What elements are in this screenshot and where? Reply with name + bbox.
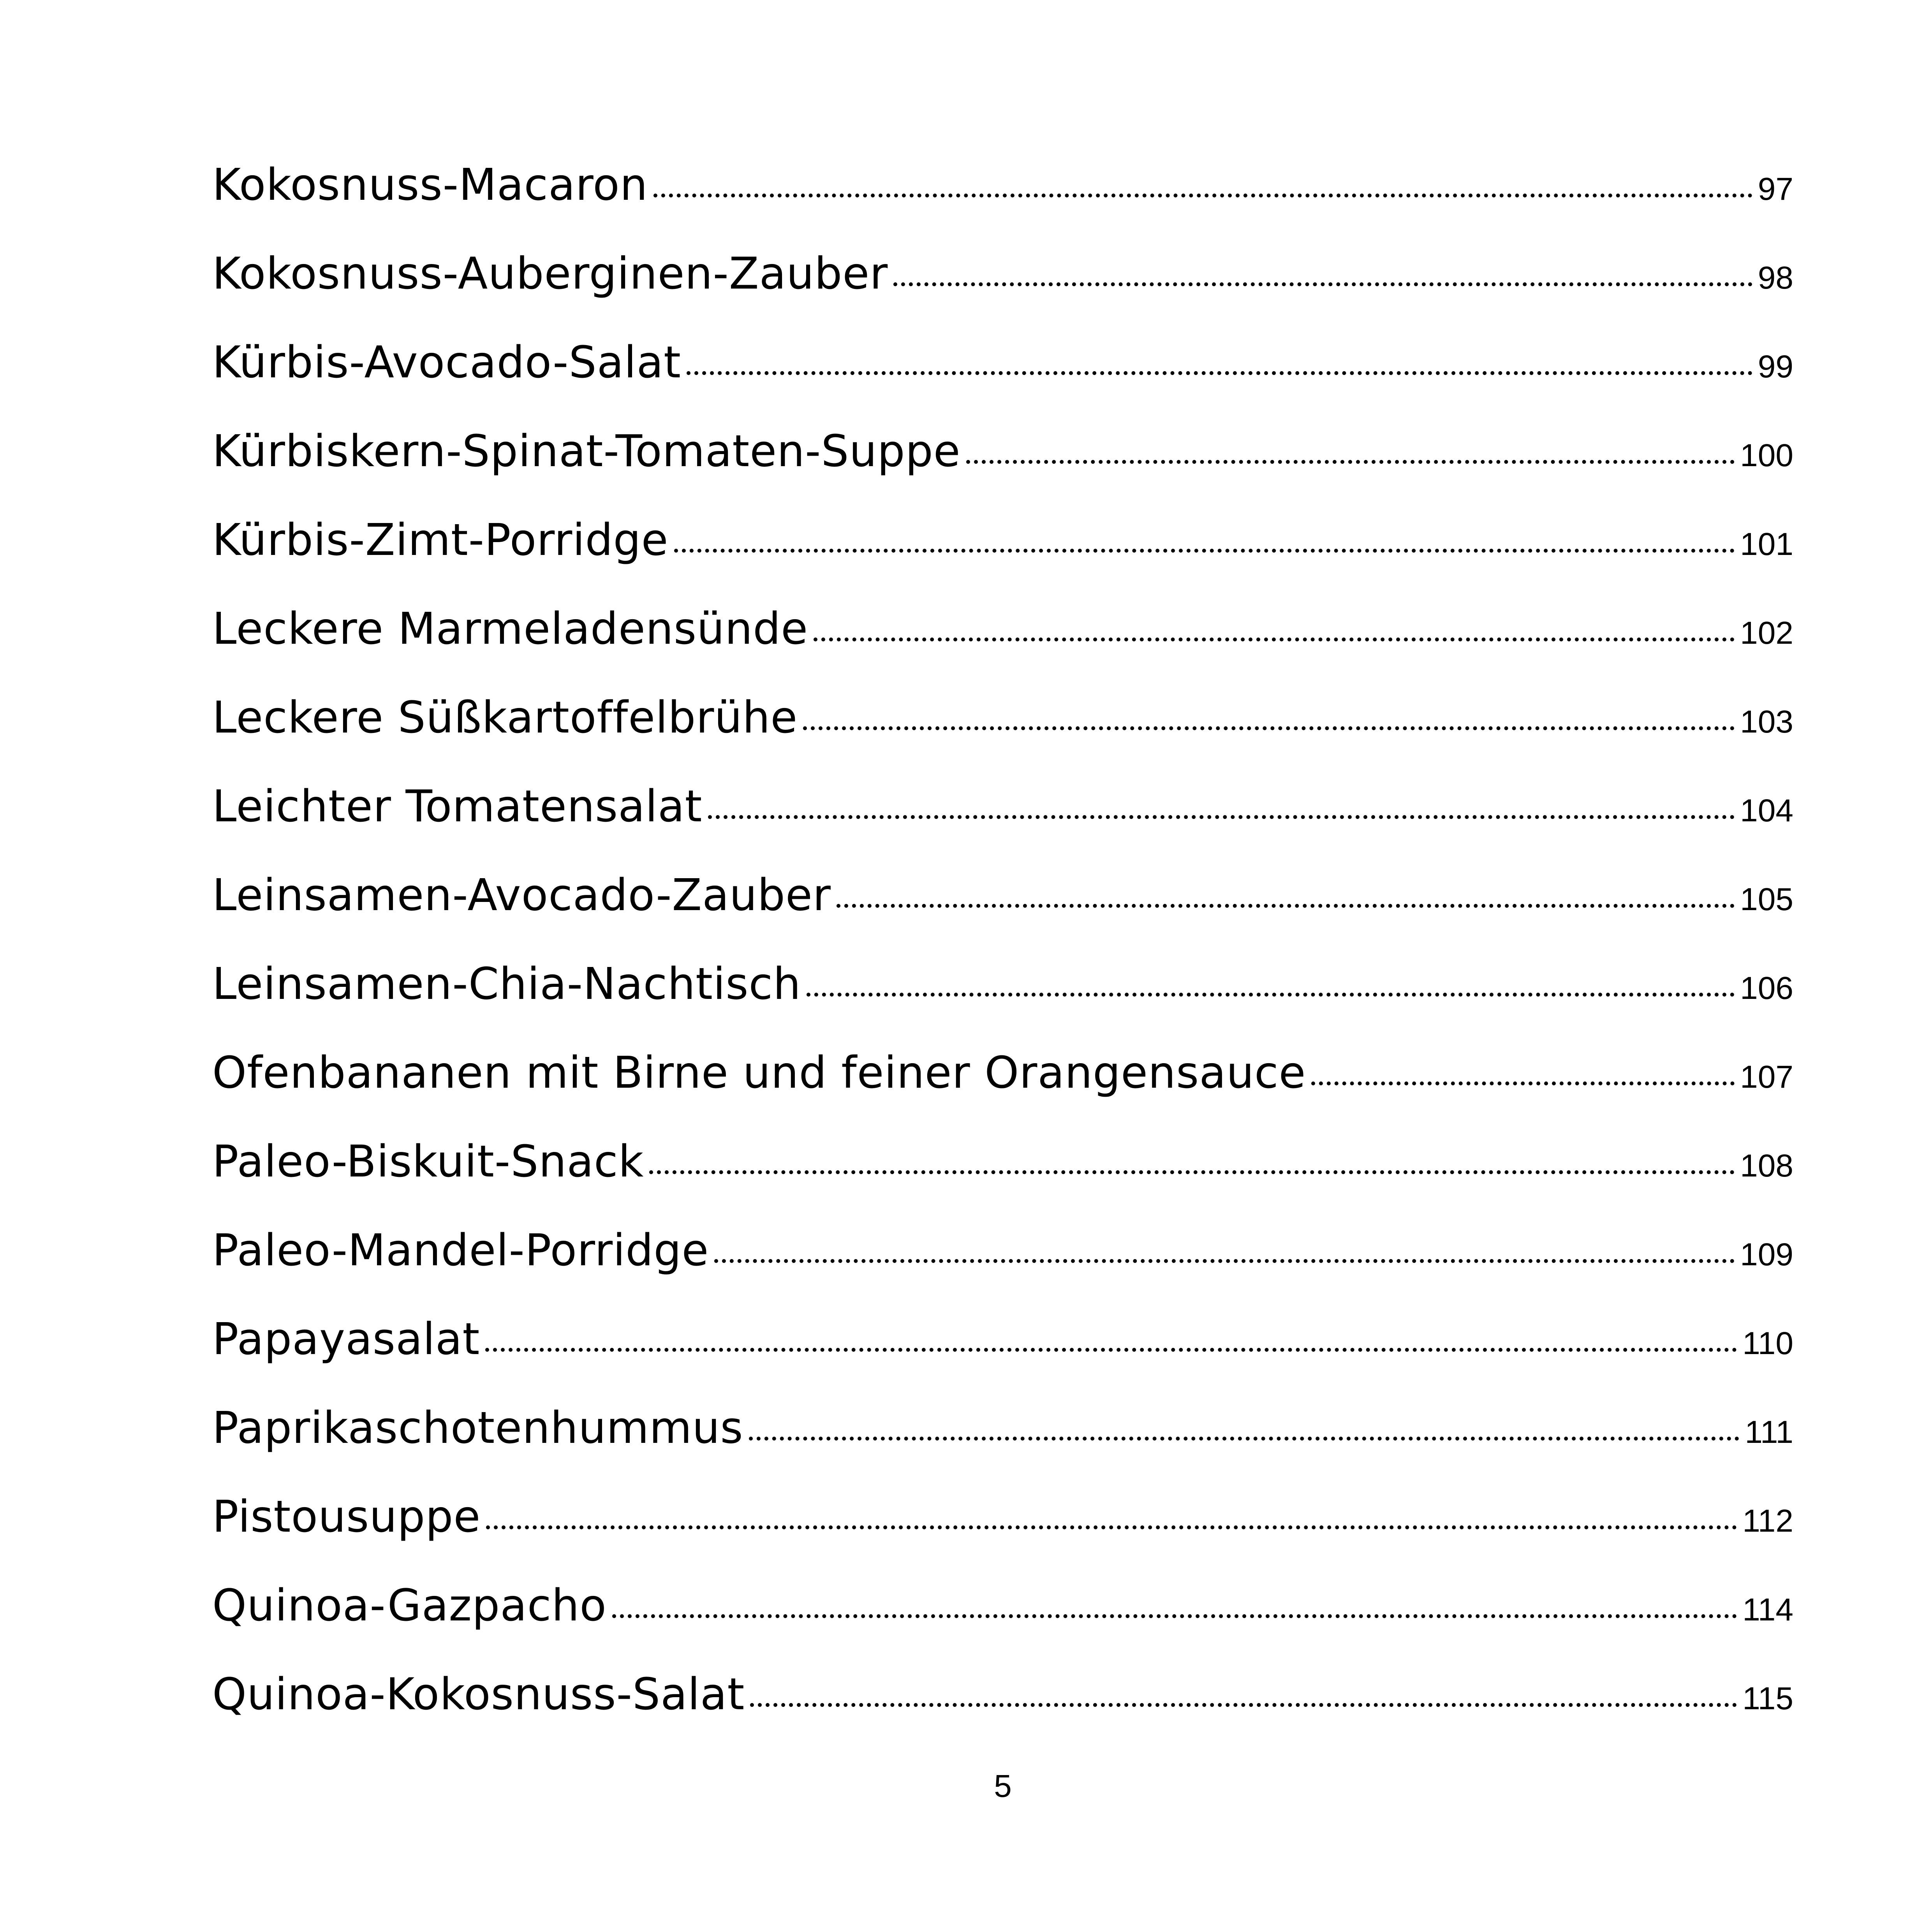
toc-entry-page: 100 [1740,438,1793,473]
dot-leader [749,1437,1740,1441]
toc-entry-page: 110 [1742,1326,1793,1361]
toc-entry-page: 102 [1740,615,1793,651]
toc-entry-title: Kokosnuss-Macaron [212,160,648,210]
toc-entry-page: 103 [1740,704,1793,740]
toc-entry[interactable] [212,604,1793,692]
dot-leader [807,993,1735,997]
toc-entry-page: 108 [1740,1148,1793,1184]
toc-entry[interactable] [212,1403,1793,1492]
toc-entry[interactable] [212,337,1793,426]
toc-entry-title: Papayasalat [212,1314,480,1365]
toc-entry[interactable] [212,1580,1793,1669]
toc-entry-title: Kürbiskern-Spinat-Tomaten-Suppe [212,426,961,477]
dot-leader [486,1525,1737,1529]
toc-entry[interactable] [212,1492,1793,1580]
toc-entry-page: 109 [1740,1237,1793,1272]
table-of-contents [212,160,1793,1758]
toc-entry[interactable] [212,781,1793,870]
toc-entry-page: 105 [1740,882,1793,917]
dot-leader [966,460,1735,464]
toc-entry[interactable] [212,515,1793,604]
dot-leader [814,638,1735,641]
dot-leader [649,1170,1735,1174]
toc-entry-title: Kokosnuss-Auberginen-Zauber [212,248,888,299]
toc-entry-title: Kürbis-Avocado-Salat [212,337,681,388]
dot-leader [750,1703,1737,1707]
toc-entry-page: 112 [1742,1503,1793,1539]
toc-entry-title: Paprikaschotenhummus [212,1403,743,1453]
toc-entry[interactable] [212,1048,1793,1136]
toc-entry-title: Leckere Süßkartoffelbrühe [212,692,798,743]
toc-entry-page: 106 [1740,970,1793,1006]
toc-entry-title: Leinsamen-Chia-Nachtisch [212,959,801,1009]
toc-entry-page: 104 [1740,793,1793,828]
dot-leader [1311,1081,1735,1085]
toc-entry[interactable] [212,1225,1793,1314]
toc-entry-title: Pistousuppe [212,1492,481,1542]
toc-entry-title: Paleo-Mandel-Porridge [212,1225,709,1276]
toc-entry-page: 98 [1758,260,1793,296]
toc-entry-title: Paleo-Biskuit-Snack [212,1136,644,1187]
dot-leader [612,1614,1737,1618]
toc-entry[interactable] [212,692,1793,781]
dot-leader [674,549,1735,553]
dot-leader [687,371,1752,375]
toc-entry[interactable] [212,870,1793,959]
toc-entry-page: 115 [1742,1681,1793,1716]
toc-entry-title: Kürbis-Zimt-Porridge [212,515,669,565]
toc-entry[interactable] [212,248,1793,337]
toc-entry[interactable] [212,160,1793,248]
toc-entry-page: 99 [1758,349,1793,384]
toc-entry[interactable] [212,1669,1793,1758]
toc-entry-page: 107 [1740,1059,1793,1095]
toc-entry-title: Leckere Marmeladensünde [212,604,808,654]
toc-entry[interactable] [212,959,1793,1048]
toc-entry-title: Quinoa-Gazpacho [212,1580,607,1631]
dot-leader [714,1259,1735,1263]
toc-entry-title: Leichter Tomatensalat [212,781,703,832]
toc-entry-page: 111 [1745,1414,1793,1450]
toc-entry-page: 101 [1740,527,1793,562]
dot-leader [837,904,1735,908]
toc-entry-title: Leinsamen-Avocado-Zauber [212,870,831,921]
toc-entry[interactable] [212,426,1793,515]
toc-entry-title: Ofenbananen mit Birne und feiner Orangensauce [212,1048,1306,1098]
dot-leader [708,815,1735,819]
page-number: 5 [994,1768,1012,1804]
dot-leader [803,726,1735,730]
dot-leader [893,282,1752,286]
dot-leader [653,194,1752,197]
toc-entry-page: 97 [1758,171,1793,207]
toc-entry[interactable] [212,1314,1793,1403]
dot-leader [485,1348,1737,1352]
toc-entry[interactable] [212,1136,1793,1225]
toc-entry-page: 114 [1742,1592,1793,1627]
toc-entry-title: Quinoa-Kokosnuss-Salat [212,1669,745,1720]
